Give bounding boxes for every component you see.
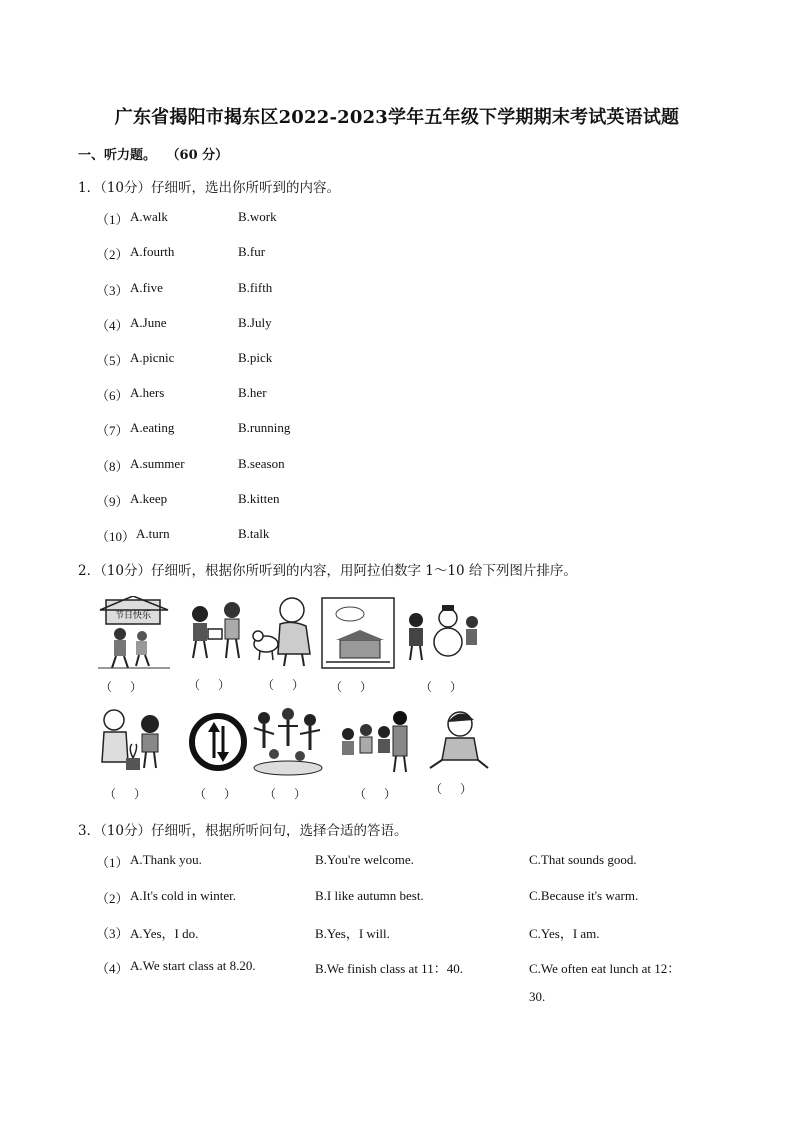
q1-option-b[interactable]: B.pick [238,350,273,365]
q1-item-number: （6） [96,388,129,403]
answer-blank[interactable]: （ ） [330,680,373,694]
q3-item-number: （2） [96,891,129,906]
q1-option-b[interactable]: B.talk [238,526,270,541]
answer-blank[interactable]: （ ） [430,782,473,796]
q3-option-c-continued: 30. [529,989,546,1004]
answer-blank[interactable]: （ ） [188,678,231,692]
q1-item-number: （10） [96,529,136,544]
question-2-heading: 2．（10分）仔细听，根据你所听到的内容，用阿拉伯数字 1～10 给下列图片排序。 [78,563,577,579]
q1-option-a[interactable]: A.walk [130,209,168,224]
section-points: （60 分） [166,148,229,163]
q3-option-c[interactable]: C.Because it's warm. [529,888,639,903]
q1-option-a[interactable]: A.keep [130,491,168,506]
q3-option-b[interactable]: B.I like autumn best. [315,888,424,903]
q3-option-a[interactable]: A.It's cold in winter. [130,888,236,903]
q1-item-number: （7） [96,423,129,438]
q1-option-a[interactable]: A.picnic [130,350,175,365]
q3-item-number: （1） [96,855,129,870]
picture-girl-sitting [418,702,494,778]
q3-option-b[interactable]: B.We finish class at 11：40. [315,961,463,976]
q1-option-b[interactable]: B.season [238,456,285,471]
answer-blank[interactable]: （ ） [194,787,237,801]
picture-children-group [336,704,412,780]
question-3-heading: 3．（10分）仔细听，根据所听问句，选择合适的答语。 [78,823,408,839]
question-1-heading: 1．（10分）仔细听，选出你所听到的内容。 [78,180,341,196]
section-title: 一、听力题。 [78,148,157,163]
q1-option-a[interactable]: A.June [130,315,167,330]
festival-sign-text: 节日快乐 [114,611,152,621]
q1-option-a[interactable]: A.turn [136,526,170,541]
q3-option-a[interactable]: A.Thank you. [130,852,202,867]
q3-option-a[interactable]: A.We start class at 8.20. [130,958,256,973]
q1-item-number: （8） [96,459,129,474]
answer-blank[interactable]: （ ） [354,787,397,801]
q1-option-b[interactable]: B.July [238,315,272,330]
q1-item-number: （2） [96,247,129,262]
q1-item-number: （4） [96,318,129,333]
answer-blank[interactable]: （ ） [100,680,143,694]
q1-option-b[interactable]: B.kitten [238,491,280,506]
q3-item-number: （3） [96,926,129,941]
q1-option-b[interactable]: B.fifth [238,280,273,295]
q1-option-b[interactable]: B.work [238,209,277,224]
q1-option-a[interactable]: A.eating [130,420,175,435]
q1-option-a[interactable]: A.hers [130,385,165,400]
picture-grandpa-dog [250,594,326,670]
q1-item-number: （3） [96,283,129,298]
q1-item-number: （1） [96,212,129,227]
answer-blank[interactable]: （ ） [264,787,307,801]
q1-option-b[interactable]: B.running [238,420,291,435]
q1-option-a[interactable]: A.summer [130,456,185,471]
q1-option-b[interactable]: B.fur [238,244,266,259]
picture-festival-sign-family [96,596,172,672]
q3-option-b[interactable]: B.You're welcome. [315,852,414,867]
q3-option-a[interactable]: A.Yes，I do. [130,926,199,941]
q1-option-b[interactable]: B.her [238,385,267,400]
page-title: 广东省揭阳市揭东区2022-2023学年五年级下学期期末考试英语试题 [114,107,680,128]
picture-grandma-boy-plant [96,704,172,780]
picture-kids-dancing [250,704,326,780]
q1-item-number: （9） [96,494,129,509]
q3-option-b[interactable]: B.Yes，I will. [315,926,390,941]
picture-kids-snowman [402,596,478,672]
q1-option-a[interactable]: A.fourth [130,244,175,259]
picture-city-card [320,596,396,672]
q3-option-c[interactable]: C.Yes，I am. [529,926,600,941]
q3-option-c[interactable]: C.We often eat lunch at 12： [529,961,681,976]
answer-blank[interactable]: （ ） [104,787,147,801]
answer-blank[interactable]: （ ） [262,678,305,692]
q1-option-a[interactable]: A.five [130,280,163,295]
section-heading [78,144,228,163]
q1-item-number: （5） [96,353,129,368]
q3-item-number: （4） [96,961,129,976]
picture-two-kids-gift [178,596,254,672]
answer-blank[interactable]: （ ） [420,680,463,694]
q3-option-c[interactable]: C.That sounds good. [529,852,637,867]
picture-no-entry-sign [180,706,256,782]
